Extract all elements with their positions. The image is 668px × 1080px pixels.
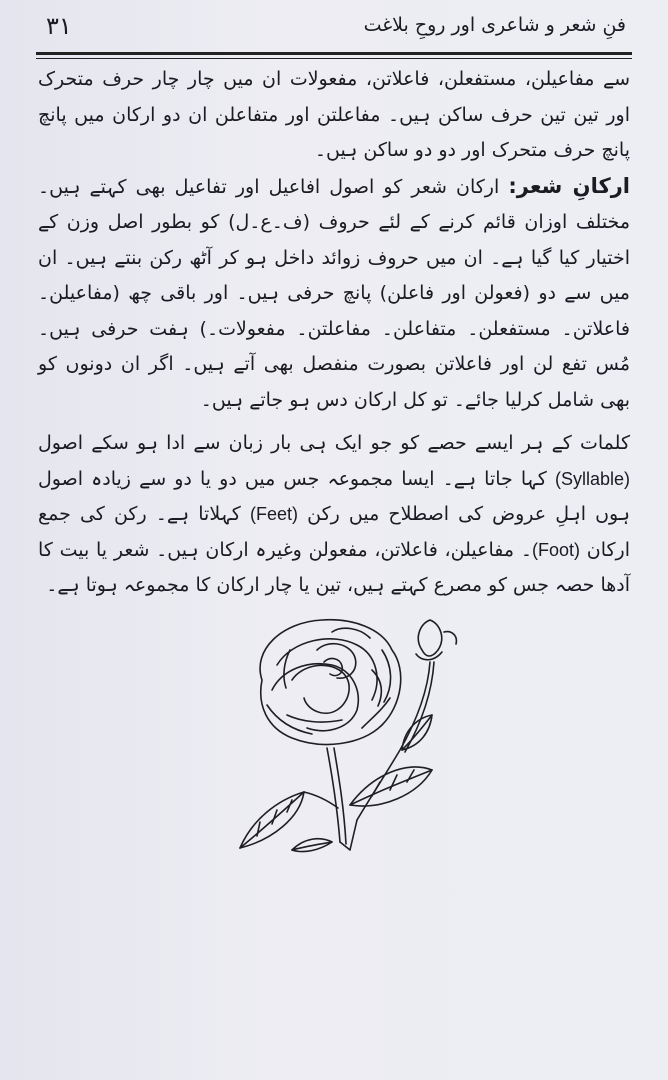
paragraph-3-part1: کلمات کے ہر ایسے حصے کو جو ایک ہی بار زبان سے ادا ہو سکے اصول — [38, 432, 630, 454]
section-term-arkan-e-shair: ارکانِ شعر: — [508, 173, 630, 198]
body-text — [38, 62, 630, 604]
header-rule — [36, 52, 632, 55]
paragraph-1: سے مفاعیلن، مستفعلن، فاعلاتن، مفعولات ان میں چار چار حرف متحرک اور تین تین حرف ساکن ہیں۔ مفاعلتن اور متفاعلن ان دو ارکان میں پانچ پانچ حرف متحرک اور دو دو ساکن ہیں۔ — [38, 68, 630, 161]
running-title: فنِ شعر و شاعری اور روحِ بلاغت — [363, 14, 626, 36]
page-header — [36, 10, 632, 50]
foot-term: (Foot) — [531, 539, 580, 560]
page-number: ۳۱ — [46, 12, 72, 40]
paragraph-3-part2: کہا جاتا ہے۔ ایسا مجموعہ جس میں دو یا دو سے زیادہ اصول ہوں اہلِ عروض کی اصطلاح میں رکن — [38, 467, 631, 525]
feet-term: (Feet) — [249, 504, 298, 524]
paragraph-2 — [38, 169, 630, 419]
paragraph-3-part3: کہلاتا ہے۔ رکن کی جمع ارکان — [38, 503, 630, 561]
syllable-term: (Syllable) — [554, 468, 630, 489]
paragraph-3 — [38, 426, 630, 604]
paragraph-2-text: ارکان شعر کو اصول افاعیل اور تفاعیل بھی کہتے ہیں۔ مختلف اوزان قائم کرنے کے لئے حروف (ف۔ع۔ل) کو بطور اصل وزن کے اختیار کیا گیا ہے۔ ان میں حروف زوائد داخل ہو کر آٹھ رکن بنتے ہیں۔ ان میں سے دو (فعولن اور فاعلن) پانچ حرفی ہیں۔ اور باقی چھ (مفاعیلن۔ فاعلاتن۔ مستفعلن۔ متفاعلن۔ مفاعلتن۔ مفعولات۔) ہفت حرفی ہیں۔ مُس تفع لن اور فاعلاتن بصورت منفصل بھی آتے ہیں۔ اگر ان دونوں کو بھی شامل کرلیا جائے۔ تو کل ارکان دس ہو جاتے ہیں۔ — [38, 175, 630, 411]
header-rule-thin — [36, 58, 632, 59]
rose-drawing-icon — [232, 610, 464, 860]
paragraph-3-part4: ۔ مفاعیلن، فاعلاتن، مفعولن وغیرہ ارکان ہیں۔ شعر یا بیت کا آدھا حصہ جس کو مصرع کہتے ہیں، تین یا چار ارکان کا مجموعہ ہوتا ہے۔ — [38, 538, 630, 596]
